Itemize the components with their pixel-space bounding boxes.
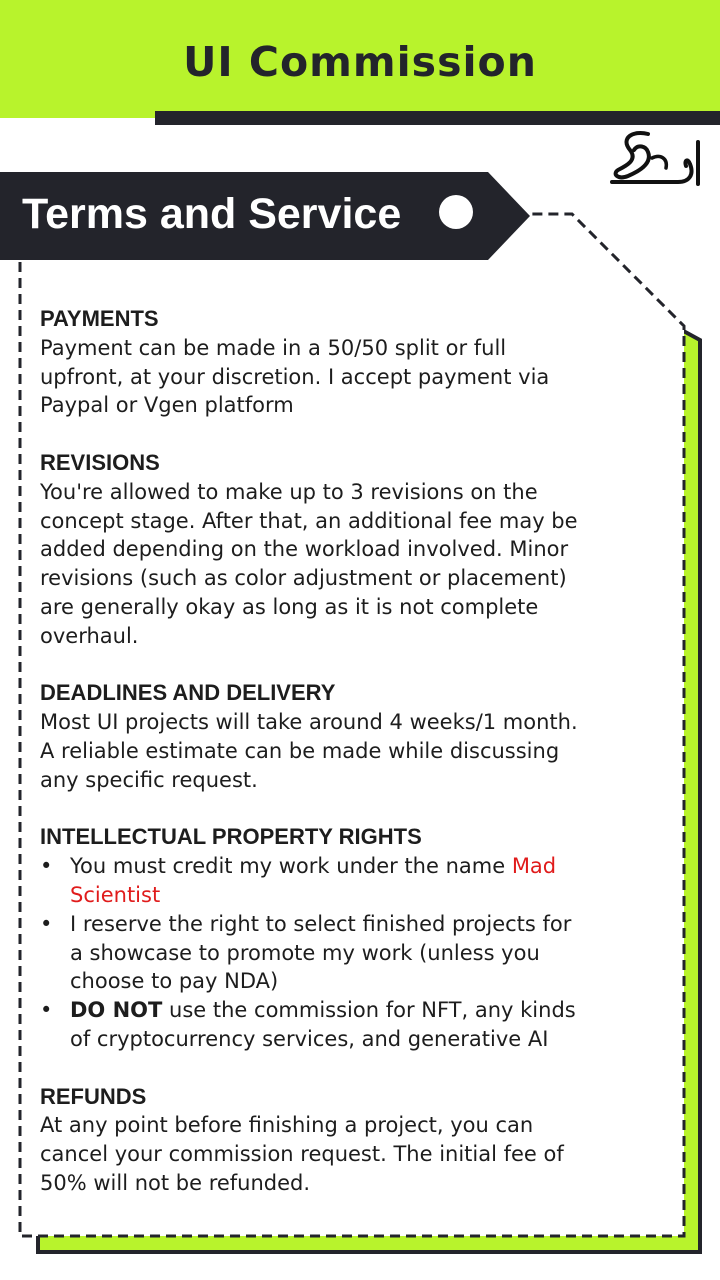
ip-warning-text: of cryptocurrency services, and generative AI <box>70 1026 549 1051</box>
ip-credit-text: You must credit my work under the name <box>70 854 512 879</box>
revisions-heading: REVISIONS <box>40 449 160 475</box>
refunds-line: cancel your commission request. The initial fee of <box>40 1142 564 1167</box>
deadlines-line: Most UI projects will take around 4 weeks/1 month. <box>40 710 578 735</box>
payments-line: Paypal or Vgen platform <box>40 393 294 418</box>
payments-heading: PAYMENTS <box>40 306 159 331</box>
ip-showcase-line: choose to pay NDA) <box>70 969 279 994</box>
bullet-icon: • <box>40 854 53 879</box>
bullet-icon: • <box>40 998 53 1023</box>
tab-dot-icon <box>439 195 473 229</box>
ip-list <box>40 852 640 1054</box>
revisions-line: added depending on the workload involved. Minor <box>40 537 569 562</box>
list-item <box>40 996 640 1054</box>
revisions-line: are generally okay as long as it is not complete <box>40 594 539 619</box>
ip-showcase-line: a showcase to promote my work (unless you <box>70 940 540 965</box>
terms-content <box>40 305 640 1198</box>
payments-line: Payment can be made in a 50/50 split or full <box>40 335 507 360</box>
section-title: Terms and Service <box>22 190 402 238</box>
ip-warning-text: use the commission for NFT, any kinds <box>162 998 576 1023</box>
ip-warning-bold: DO NOT <box>70 998 163 1023</box>
deadlines-line: any specific request. <box>40 767 258 792</box>
credit-name: Mad <box>511 854 557 879</box>
ip-showcase-line: I reserve the right to select finished projects for <box>70 911 572 936</box>
page-title: UI Commission <box>183 38 537 86</box>
list-item <box>40 852 640 910</box>
revisions-line: You're allowed to make up to 3 revisions on the <box>40 479 538 504</box>
ip-heading: INTELLECTUAL PROPERTY RIGHTS <box>40 824 422 850</box>
payments-line: upfront, at your discretion. I accept payment via <box>40 364 550 389</box>
deadlines-line: A reliable estimate can be made while discussing <box>40 738 560 763</box>
deadlines-heading: DEADLINES AND DELIVERY <box>40 680 336 706</box>
credit-name: Scientist <box>70 882 161 907</box>
refunds-line: 50% will not be refunded. <box>40 1170 311 1195</box>
list-item <box>40 910 640 996</box>
bullet-icon: • <box>40 911 53 936</box>
refunds-line: At any point before finishing a project, you can <box>40 1113 534 1138</box>
revisions-line: concept stage. After that, an additional fee may be <box>40 508 578 533</box>
revisions-line: revisions (such as color adjustment or placement) <box>40 566 567 591</box>
refunds-heading: REFUNDS <box>40 1083 147 1109</box>
revisions-line: overhaul. <box>40 623 139 648</box>
